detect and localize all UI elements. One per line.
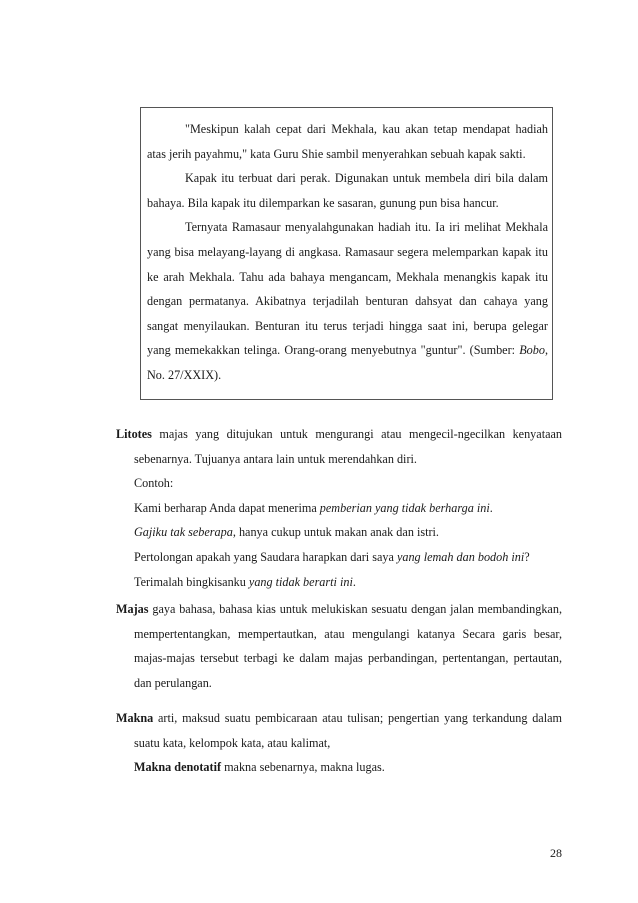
entry-text: arti, maksud suatu pembicaraan atau tulisan; pengertian yang terkandung dalam suatu kata, kelompok kata, atau kalimat, [134, 711, 562, 750]
quote-text: "Meskipun kalah cepat dari Mekhala, kau akan tetap mendapat hadiah atas jerih payahmu," kata Guru Shie sambil menyerahkan sebuah kapak sakti. [147, 122, 548, 161]
glossary-entry-majas [116, 597, 562, 695]
page-number: 28 [550, 846, 562, 860]
example-item [116, 496, 562, 521]
sub-entry-text: makna sebenarnya, makna lugas. [221, 760, 385, 775]
entry-text: majas yang ditujukan untuk mengurangi atau mengecil-ngecilkan kenyataan sebenarnya. Tujuanya antara lain untuk merendahkan diri. [134, 427, 562, 466]
entry-term: Majas [116, 602, 149, 616]
quote-text: Kapak itu terbuat dari perak. Digunakan untuk membela diri bila dalam bahaya. Bila kapak itu dilemparkan ke sasaran, gunung pun bisa hancur. [147, 171, 548, 210]
example-text: Kami berharap Anda dapat menerima [134, 500, 320, 515]
example-text: Terimalah bingkisanku [134, 574, 249, 589]
example-italic: Gajiku tak seberapa [134, 525, 233, 540]
entry-term: Litotes [116, 427, 152, 441]
quote-paragraph-3 [147, 215, 548, 387]
sub-entry [116, 755, 562, 780]
example-text: , hanya cukup untuk makan anak dan istri. [232, 525, 439, 540]
sub-entry-term: Makna denotatif [134, 760, 222, 775]
example-italic: yang lemah dan bodoh ini [396, 549, 525, 564]
example-text: Pertolongan apakah yang Saudara harapkan dari saya [134, 549, 397, 564]
entry-definition [116, 422, 562, 471]
quote-text: Ternyata Ramasaur menyalahgunakan hadiah itu. Ia iri melihat Mekhala yang bisa melayang-layang di angkasa. Ramasaur segera melemparkan kapak itu ke arah Mekhala. Tahu ada bahaya mengancam, Mekhala menangkis kapak itu dengan permatanya. Akibatnya terjadilah benturan dahsyat dan cahaya yang sangat menyilaukan. Benturan itu terus terjadi hingga saat ini, berupa gelegar yang memekakkan telinga. Orang-orang menyebutnya "guntur". (Sumber: [147, 220, 548, 358]
glossary-entry-makna [116, 706, 562, 780]
example-text: ? [524, 549, 530, 564]
glossary-entry-litotes [116, 422, 562, 594]
example-italic: yang tidak berarti ini [248, 574, 353, 589]
example-item [116, 545, 562, 570]
example-item [116, 520, 562, 545]
source-title: Bobo [519, 343, 545, 358]
example-label-text: Contoh: [134, 476, 174, 491]
entry-definition [116, 706, 562, 755]
example-text: . [352, 574, 356, 589]
quote-box [140, 107, 553, 400]
entry-definition [116, 597, 562, 695]
entry-text: gaya bahasa, bahasa kias untuk melukiskan sesuatu dengan jalan membandingkan, mempertentangkan, mempertautkan, atau mengulangi katanya Secara garis besar, majas-majas tersebut terbagi ke dalam majas perbandingan, pertentangan, pertautan, dan perulangan. [134, 602, 562, 690]
example-italic: pemberian yang tidak berharga ini [319, 500, 490, 515]
example-item [116, 570, 562, 595]
quote-paragraph-1 [147, 117, 548, 166]
quote-paragraph-2 [147, 166, 548, 215]
example-text: . [489, 500, 493, 515]
entry-term: Makna [116, 711, 154, 725]
example-label [116, 471, 562, 496]
source-citation: , No. 27/XXIX). [147, 343, 548, 382]
